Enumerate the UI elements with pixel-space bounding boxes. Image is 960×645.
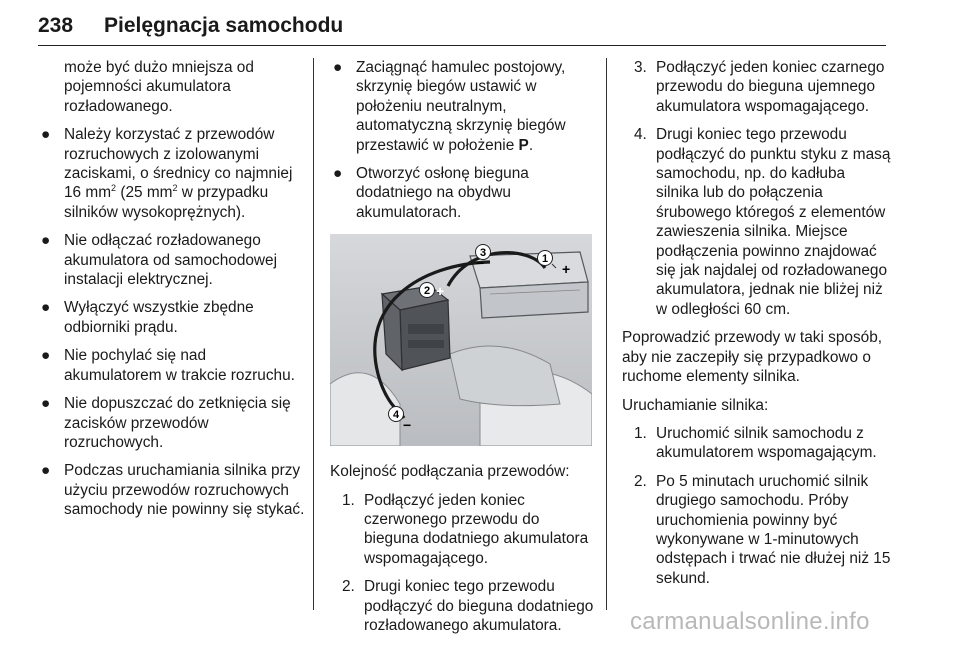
numbered-step: 1. Podłączyć jeden koniec czerwonego przewodu do bieguna dodatniego akumulatora wspomagającego. — [342, 491, 589, 567]
numbered-step: 4. Drugi koniec tego przewodu podłączyć do punktu styku z masą samochodu, np. do kadłuba silnika lub do połączenia śrubowego któregoś z elementów zawieszenia silnika. Miejsce podłączenia powinno znajdować się jak najdalej od rozładowanego akumulatora, jednak nie bliżej niż w odległości 60 cm. — [634, 126, 891, 318]
bullet-item: ● Podczas uruchamiania silnika przy użyciu przewodów rozruchowych samochody nie powinny się stykać. — [41, 462, 305, 519]
bullet-dot-icon: ● — [41, 126, 51, 144]
svg-text:4: 4 — [392, 409, 400, 422]
bullet-item: ● Zaciągnąć hamulec postojowy, skrzynię biegów ustawić w położeniu neutralnym, automatyczną skrzynię biegów przestawić w położenie P. — [333, 59, 566, 154]
svg-text:3: 3 — [479, 247, 487, 260]
watermark: carmanualsonline.info — [630, 608, 870, 635]
header-rule — [38, 45, 886, 46]
column-2 — [330, 58, 598, 645]
svg-text:−: − — [403, 417, 412, 434]
section-title: Pielęgnacja samochodu — [104, 14, 344, 37]
bullet-item: ● Nie odłączać rozładowanego akumulatora od samochodowej instalacji elektrycznej. — [41, 232, 278, 289]
bullet-item: ● Należy korzystać z przewodów rozruchowych z izolowanymi zaciskami, o średnicy co najmniej 16 $mm^2$ (25 $mm^2$ w przypadku silników wysokoprężnych). — [41, 126, 293, 221]
bullet-dot-icon: ● — [41, 347, 51, 365]
numbered-step: 2. Po 5 minutach uruchomić silnik drugiego samochodu. Próby uruchomienia powinny być wykonywane w 1-minutowych odstępach i trwać nie dłużej niż 15 sekund. — [634, 472, 891, 587]
bullet-item: ● Wyłączyć wszystkie zbędne odbiorniki prądu. — [41, 299, 254, 336]
column-1 — [38, 58, 306, 529]
bullet-dot-icon: ● — [333, 59, 343, 76]
start-engine-heading: Uruchamianie silnika: — [622, 396, 769, 414]
column-3 — [622, 58, 892, 597]
bullet-dot-icon: ● — [333, 165, 343, 183]
page-header — [38, 14, 886, 48]
page-number: 238 — [38, 14, 74, 37]
svg-text:1: 1 — [541, 253, 549, 266]
bullet-item: ● Otworzyć osłonę bieguna dodatniego na obydwu akumulatorach. — [333, 165, 529, 221]
bullet-dot-icon: ● — [41, 299, 51, 317]
numbered-step: 3. Podłączyć jeden koniec czarnego przewodu do bieguna ujemnego akumulatora wspomagającego. — [634, 59, 885, 115]
column-divider-2 — [606, 58, 607, 610]
svg-text:2: 2 — [423, 285, 431, 298]
engine-bay-drawing — [330, 234, 592, 446]
connection-order-heading: Kolejność podłączania przewodów: — [330, 463, 570, 481]
numbered-step: 2. Drugi koniec tego przewodu podłączyć do bieguna dodatniego rozładowanego akumulatora. — [342, 578, 594, 635]
routing-note: Poprowadzić przewody w taki sposób, aby nie zaczepiły się przypadkowo o ruchome elementy silnika. — [622, 329, 883, 386]
svg-text:+: + — [562, 261, 571, 278]
bullet-dot-icon: ● — [41, 395, 51, 413]
svg-text:+: + — [436, 283, 445, 300]
svg-text:−: − — [476, 255, 485, 272]
numbered-step: 1. Uruchomić silnik samochodu z akumulatorem wspomagającym. — [634, 424, 877, 462]
bullet-dot-icon: ● — [41, 462, 51, 480]
column-divider-1 — [313, 58, 314, 610]
jump-start-illustration — [330, 234, 592, 446]
bullet-item: ● Nie pochylać się nad akumulatorem w trakcie rozruchu. — [41, 347, 295, 384]
bullet-item: ● Nie dopuszczać do zetknięcia się zacisków przewodów rozruchowych. — [41, 395, 291, 451]
bullet-dot-icon: ● — [41, 232, 51, 250]
continuation-text: może być dużo mniejsza od pojemności akumulatora rozładowanego. — [64, 59, 254, 115]
